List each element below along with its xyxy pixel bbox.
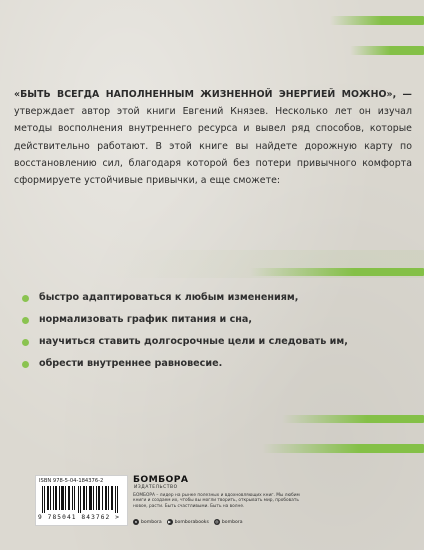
list-item-text: научиться ставить долгосрочные цели и следовать им, [39,336,348,347]
publisher-blurb: БОМБОРА – лидер на рынке полезных и вдохновляющих книг. Мы любим книги и создаем их, чтобы вы могли творить, открывать мир, пробовать новое, расти. Быть счастливыми. Быть на волне. [133,493,300,509]
list-item-text: нормализовать график питания и сна, [39,314,253,325]
instagram-icon: ◎ [215,519,219,524]
list-item [22,314,418,336]
social-youtube[interactable] [167,519,209,525]
green-stripe [262,444,424,453]
vk-icon: в [134,519,138,524]
green-stripe [250,268,424,276]
list-item [22,358,418,380]
bullet-dot-icon [22,339,29,346]
intro-lead: «БЫТЬ ВСЕГДА НАПОЛНЕННЫМ ЖИЗНЕННОЙ ЭНЕРГИЕЙ МОЖНО», — [14,89,412,100]
social-vk[interactable] [133,519,162,525]
list-item-text: быстро адаптироваться к любым изменениям, [39,292,299,303]
youtube-icon: ▶ [168,519,172,524]
social-instagram[interactable] [214,519,243,525]
list-item-text: обрести внутреннее равновесие. [39,358,223,369]
isbn-label: ISBN 978-5-04-184376-2 [39,478,104,484]
barcode-digits: 9 785041 843762 > [38,514,121,521]
green-stripe [282,415,424,423]
social-label: bombora [221,519,243,525]
intro-paragraph [14,86,412,189]
green-stripe [350,46,424,55]
barcode-block [35,475,128,526]
list-item [22,336,418,358]
green-stripe [330,16,424,25]
benefits-list [22,292,418,380]
list-item [22,292,418,314]
bullet-dot-icon [22,361,29,368]
publisher-subtitle: ИЗДАТЕЛЬСТВО [134,485,178,490]
social-label: bombora [141,519,162,525]
bullet-dot-icon [22,295,29,302]
bullet-dot-icon [22,317,29,324]
social-label: bomborabooks [174,519,209,525]
barcode-icon [42,486,120,513]
social-links [133,519,243,525]
publisher-logo: БОМБОРА [133,474,189,485]
intro-body: утверждает автор этой книги Евгений Князев. Несколько лет он изучал методы восполнения внутреннего ресурса и вывел ряд способов, которые действительно работают. В этой книге вы найдете дорожную карту по восстановлению сил, благодаря которой без потери привычного комфорта сформируете устойчивые привычки, а еще сможете: [14,106,412,187]
